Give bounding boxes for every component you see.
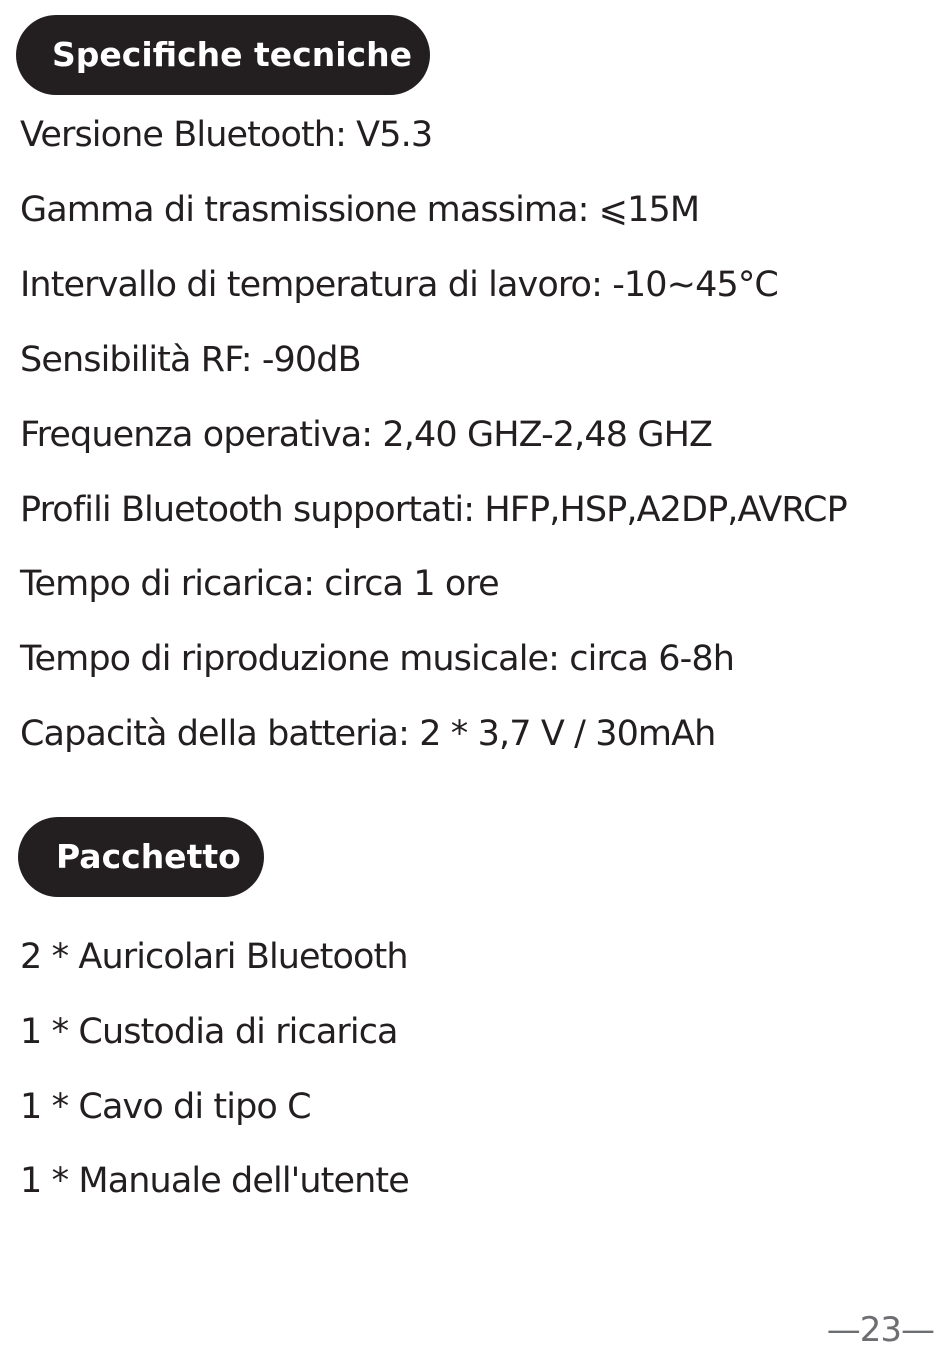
spec-max-range: Gamma di trasmissione massima: ⩽15M bbox=[20, 190, 700, 230]
package-item-earbuds: 2 * Auricolari Bluetooth bbox=[20, 937, 408, 977]
spec-working-temperature: Intervallo di temperatura di lavoro: -10~45°C bbox=[20, 265, 778, 305]
specs-heading: Specifiche tecniche bbox=[16, 15, 430, 95]
spec-bluetooth-profiles: Profili Bluetooth supportati: HFP,HSP,A2DP,AVRCP bbox=[20, 490, 847, 530]
spec-bluetooth-version: Versione Bluetooth: V5.3 bbox=[20, 115, 433, 155]
spec-rf-sensitivity: Sensibilità RF: -90dB bbox=[20, 340, 361, 380]
spec-music-playtime: Tempo di riproduzione musicale: circa 6-8h bbox=[20, 639, 735, 679]
spec-battery-capacity: Capacità della batteria: 2 * 3,7 V / 30mAh bbox=[20, 714, 716, 754]
package-item-charging-case: 1 * Custodia di ricarica bbox=[20, 1012, 398, 1052]
spec-operating-frequency: Frequenza operativa: 2,40 GHZ-2,48 GHZ bbox=[20, 415, 713, 455]
spec-charging-time: Tempo di ricarica: circa 1 ore bbox=[20, 564, 499, 604]
package-item-type-c-cable: 1 * Cavo di tipo C bbox=[20, 1087, 311, 1127]
page-number: —23— bbox=[826, 1310, 934, 1350]
package-heading: Pacchetto bbox=[18, 817, 264, 897]
package-item-user-manual: 1 * Manuale dell'utente bbox=[20, 1161, 409, 1201]
